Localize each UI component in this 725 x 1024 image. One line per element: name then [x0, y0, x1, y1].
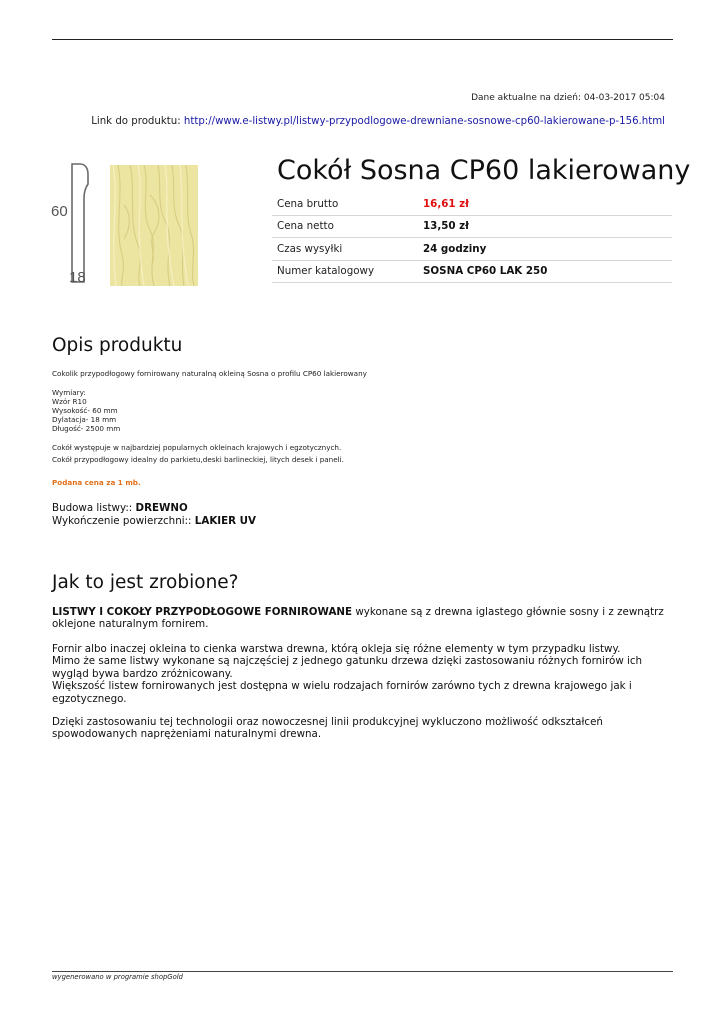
description-line: Cokół występuje w najbardziej popularnych okleinach krajowych i egzotycznych.	[52, 443, 342, 452]
date-value: 04-03-2017 05:04	[583, 93, 665, 103]
dimension-item: Wysokość- 60 mm	[52, 406, 118, 415]
howmade-paragraph-2	[52, 643, 682, 705]
description-line: Cokół przypodłogowy idealny do parkietu,deski barlineckiej, litych desek i paneli.	[52, 454, 344, 464]
dimension-item: Wzór R10	[52, 397, 87, 406]
product-link-line	[91, 116, 665, 127]
spec-label: Cena netto	[272, 215, 418, 238]
spec-label: Numer katalogowy	[272, 260, 418, 283]
catalog-number-value: SOSNA CP60 LAK 250	[418, 260, 672, 283]
gross-price-value: 16,61 zł	[418, 193, 672, 215]
date-label: Dane aktualne na dzień:	[471, 93, 582, 103]
howmade-p2-line: Większość listew fornirowanych jest dostępna w wielu rodzajach fornirów zarówno tych z drewna krajowego jak i egzotycznego.	[52, 680, 632, 705]
spec-row-net-price	[272, 215, 672, 238]
howmade-bold-lead: LISTWY I COKOŁY PRZYPODŁOGOWE FORNIROWANE	[52, 606, 353, 618]
howmade-p2-line: Fornir albo inaczej okleina to cienka warstwa drewna, którą okleja się różne elementy w tym przypadku listwy.	[52, 643, 621, 655]
shipping-time-value: 24 godziny	[418, 238, 672, 261]
description-intro: Cokolik przypodłogowy fornirowany naturalną okleiną Sosna o profilu CP60 lakierowany	[52, 369, 367, 378]
howmade-p3-text: Dzięki zastosowaniu tej technologii oraz nowoczesnej linii produkcyjnej wykluczono możliwość odkształceń spowodowanych naprężeniami naturalnymi drewna.	[52, 716, 603, 741]
attribute-value: LAKIER UV	[194, 515, 257, 527]
product-specs-table	[272, 193, 672, 283]
attribute-construction	[52, 502, 188, 514]
howmade-paragraph-3	[52, 716, 682, 741]
net-price-value: 13,50 zł	[418, 215, 672, 238]
spec-row-catalog-number	[272, 260, 672, 283]
price-note: Podana cena za 1 mb.	[52, 478, 141, 487]
attribute-label: Wykończenie powierzchni::	[52, 515, 192, 527]
spec-row-gross-price	[272, 193, 672, 215]
description-lines	[52, 442, 344, 465]
link-label: Link do produktu:	[91, 116, 181, 127]
footer-text: wygenerowano w programie shopGold	[52, 973, 183, 981]
dimensions-list	[52, 388, 120, 433]
wood-texture-image	[110, 165, 198, 286]
profile-width-label: 18	[69, 269, 86, 286]
dimensions-label: Wymiary:	[52, 388, 86, 397]
description-heading: Opis produktu	[52, 335, 183, 356]
dimension-item: Długość- 2500 mm	[52, 424, 121, 433]
spec-row-shipping-time	[272, 238, 672, 261]
spec-label: Cena brutto	[272, 193, 418, 215]
spec-label: Czas wysyłki	[272, 238, 418, 261]
profile-drawing	[50, 162, 102, 286]
attribute-finish	[52, 515, 256, 527]
howmade-paragraph-1	[52, 606, 682, 631]
howmade-heading: Jak to jest zrobione?	[52, 572, 239, 593]
howmade-p2-line: Mimo że same listwy wykonane są najczęściej z jednego gatunku drzewa dzięki zastosowaniu różnych fornirów ich wygląd bywa bardzo zróżnicowany.	[52, 655, 643, 680]
howmade-p1-text: wykonane są z drewna iglastego głównie sosny i z zewnątrz oklejone naturalnym fornirem.	[52, 606, 664, 631]
attribute-value: DREWNO	[135, 502, 188, 514]
product-link[interactable]: http://www.e-listwy.pl/listwy-przypodlogowe-drewniane-sosnowe-cp60-lakierowane-p-156.html	[183, 116, 665, 127]
dimension-item: Dylatacja- 18 mm	[52, 415, 117, 424]
profile-height-label: 60	[51, 203, 68, 220]
attribute-label: Budowa listwy::	[52, 502, 133, 514]
bottom-divider	[52, 971, 673, 972]
data-timestamp	[471, 93, 665, 103]
top-divider	[52, 39, 673, 40]
profile-outline	[72, 164, 88, 282]
product-title: Cokół Sosna CP60 lakierowany	[277, 155, 691, 186]
